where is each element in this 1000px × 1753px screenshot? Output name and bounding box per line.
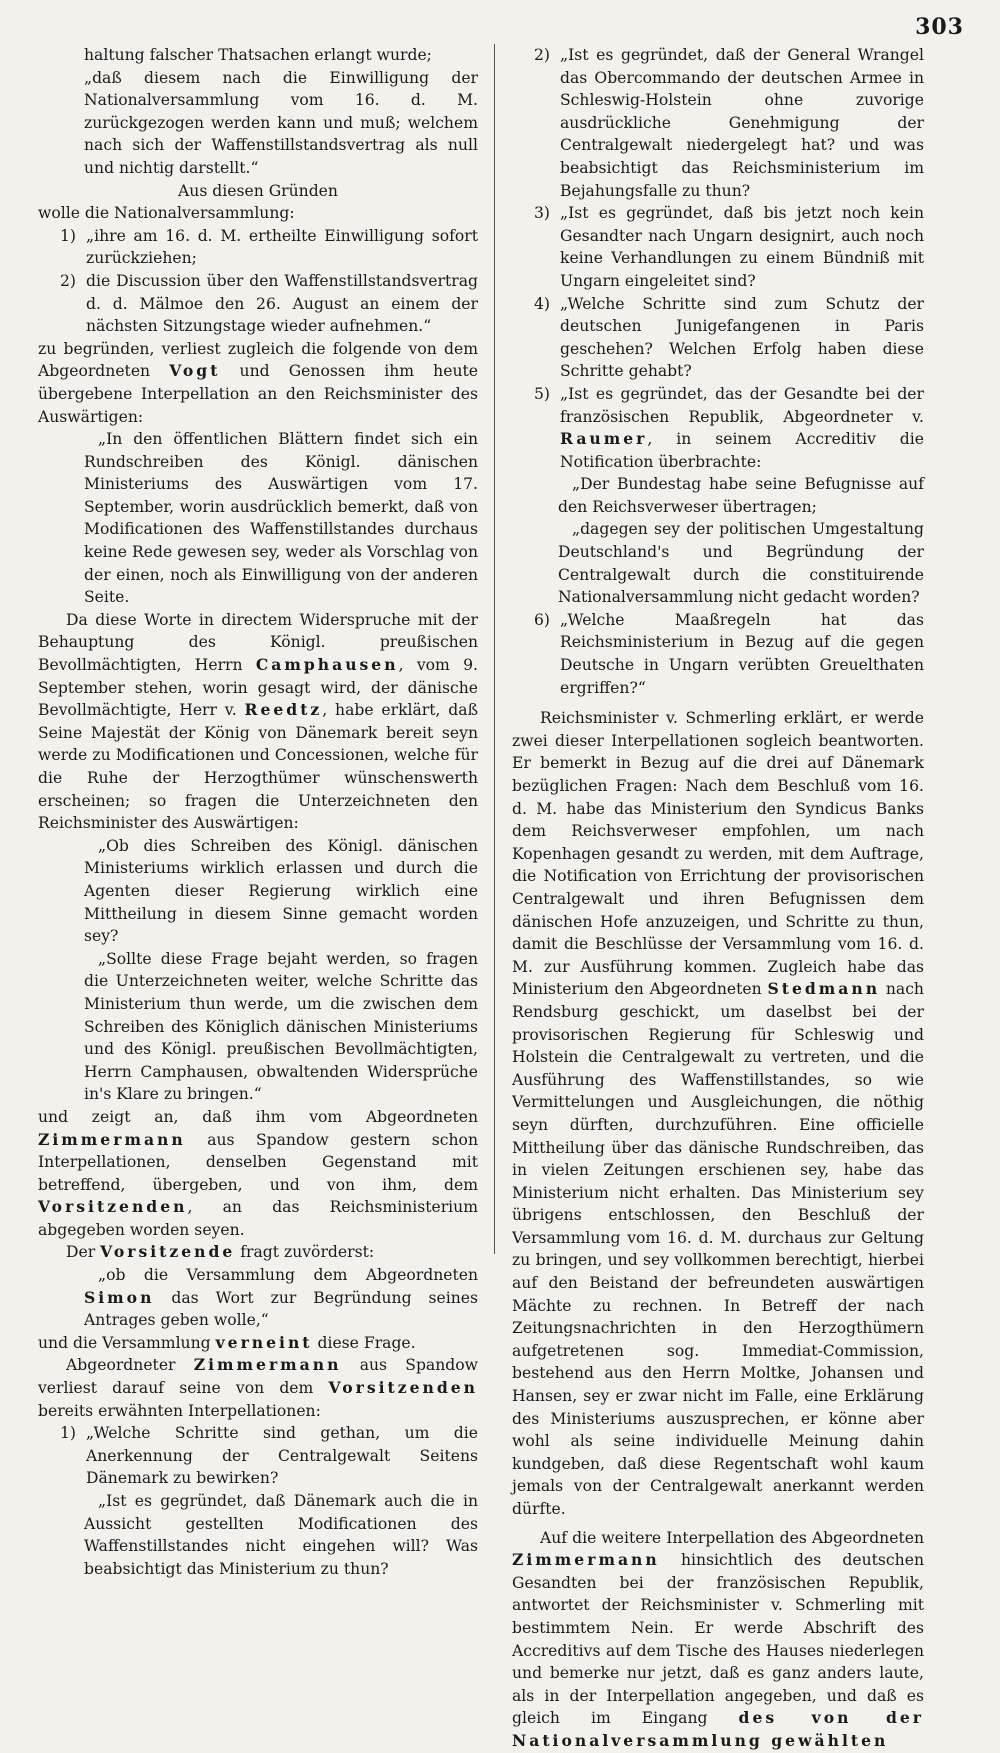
paragraph: [38, 609, 478, 835]
list-item: [512, 293, 924, 383]
text: bereits erwähnten Interpellationen:: [38, 1401, 321, 1420]
person-name: Zimmermann: [193, 1355, 342, 1375]
paragraph: [38, 1241, 478, 1264]
item-text: „Welche Schritte sind gethan, um die Anerkennung der Centralgewalt Seitens Dänemark zu bewirken?: [86, 1424, 478, 1488]
text: aus Spandow gestern schon Interpellationen, denselben Gegenstand mit betreffend, übergeben, und von ihm, dem: [38, 1130, 478, 1194]
person-name: Camphausen: [255, 655, 399, 675]
quote: „Sollte diese Frage bejaht werden, so fragen die Unterzeichneten weiter, welche Schritte das Ministerium thun werde, um die zwischen dem Schreiben des Königlich dänischen Ministeriums und des Königl. preußischen Bevollmächtigten, Herrn Camphausen, obwaltenden Widersprüche in's Klare zu bringen.“: [84, 949, 478, 1104]
item-number: 2): [60, 271, 77, 290]
paragraph: [38, 1106, 478, 1242]
emphasis: des von der Nationalversammlung gewählten: [512, 1708, 924, 1750]
item-number: 6): [534, 610, 551, 629]
paragraph: [38, 338, 478, 428]
text: und zeigt an, daß ihm vom Abgeordneten: [38, 1107, 478, 1126]
section-heading: Aus diesen Gründen: [178, 181, 338, 200]
text: und Genossen ihm heute übergebene Interpellation an den Reichsminister des Auswärtigen:: [38, 362, 478, 426]
text: Abgeordneter: [66, 1356, 176, 1375]
list-item: [38, 1422, 478, 1490]
item-number: 1): [60, 1424, 77, 1443]
text: nach Rendsburg geschickt, um daselbst bei der provisorischen Regierung für Schleswig und Holstein die Centralgewalt zu vertreten, und die Ausführung des Waffenstillstandes, so wie Vermittelungen und Ausgleichungen, die nöthig seyn dürften, durchzuführen. Eine officielle Mittheilung über das dänische Rundschreiben, das in vielen Zeitungen erschienen sey, habe das Ministerium nicht erhalten. Das Ministerium sey übrigens entschlossen, den Beschluß der Versammlung vom 16. d. M. durchaus zur Geltung zu bringen, und sey vollkommen berechtigt, hierbei auf den Beistand der befreundeten auswärtigen Mächte zu rechnen. In Betreff der nach Zeitungsnachrichten in den Herzogthümern aufgetretenen sog. Immediat-Commission, bestehend aus den Herrn Moltke, Johansen und Hansen, sey er zwar nicht im Falle, eine Erklärung des Ministeriums auszusprechen, er könne aber wohl als seine individuelle Meinung dahin kundgeben, daß diese Regentschaft wohl kaum jemals von der Centralgewalt anerkannt werden dürfte.: [512, 980, 924, 1518]
paragraph: „daß diesem nach die Einwilligung der Nationalversammlung vom 16. d. M. zurückgezogen werden kann und muß; welchem nach sich der Waffenstillstandsvertrag als null und nichtig darstellt.“: [84, 68, 478, 177]
paragraph: [38, 1354, 478, 1422]
item-text: „Ist es gegründet, daß bis jetzt noch kein Gesandter nach Ungarn designirt, auch noch keine Verhandlungen zu einem Bündniß mit Ungarn eingeleitet sind?: [560, 204, 924, 290]
text: zu begründen, verliest zugleich die folgende von dem Abgeordneten: [38, 339, 478, 381]
item-text: „Welche Maaßregeln hat das Reichsministerium in Bezug auf die gegen Deutsche in Ungarn verübten Greuelthaten ergriffen?“: [560, 610, 924, 697]
list-item: [512, 44, 924, 202]
person-name: Vorsitzende: [100, 1242, 236, 1262]
item-number: 4): [534, 294, 551, 313]
list-item: [512, 609, 924, 699]
item-text: „Ist es gegründet, daß der General Wrangel das Obercommando der deutschen Armee in Schleswig-Holstein ohne zuvorige ausdrückliche Genehmigung der Centralgewalt niedergelegt hat? und was beabsichtigt das Reichsministerium im Bejahungsfalle zu thun?: [560, 46, 924, 200]
right-column: [512, 44, 924, 1753]
list-item: [38, 270, 478, 338]
page-number: 303: [915, 14, 964, 40]
person-name: Vorsitzenden: [38, 1197, 188, 1217]
person-name: Zimmermann: [38, 1129, 186, 1149]
quote: [38, 1264, 478, 1332]
item-number: 3): [534, 204, 551, 223]
quote: „In den öffentlichen Blättern findet sich ein Rundschreiben des Königl. dänischen Ministeriums des Auswärtigen vom 17. September, worin ausdrücklich bemerkt, daß von Modificationen des Waffenstillstandes durchaus keine Rede gewesen sey, weder als Vorschlag von der einen, noch als Einwilligung von der anderen Seite.: [84, 430, 478, 607]
left-column: [38, 44, 478, 1580]
paragraph: [512, 707, 924, 1520]
quote: „dagegen sey der politischen Umgestaltung Deutschland's und Begründung der Centralgewalt durch die constituirende Nationalversammlung nicht gedacht worden?: [558, 520, 924, 607]
item-number: 5): [534, 384, 551, 403]
paragraph: [38, 1332, 478, 1355]
person-name: Raumer: [560, 429, 648, 449]
text: , in seinem Accreditiv die Notification überbrachte:: [560, 430, 924, 471]
text: , vom 9. September stehen, worin gesagt wird, der dänische Bevollmächtigte, Herr v.: [38, 656, 478, 720]
quote: „Ob dies Schreiben des Königl. dänischen Ministeriums wirklich erlassen und durch die Agenten dieser Regierung wirklich eine Mittheilung in diesem Sinne gemacht worden sey?: [84, 836, 478, 946]
emphasis: verneint: [215, 1332, 313, 1352]
list-item: [38, 225, 478, 270]
text: Der: [66, 1243, 96, 1262]
text: und die Versammlung: [38, 1333, 211, 1352]
text: „Ist es gegründet, das der Gesandte bei der französischen Republik, Abgeordneter v.: [560, 384, 924, 426]
item-text: „Welche Schritte sind zum Schutz der deutschen Junigefangenen in Paris geschehen? Welchen Erfolg haben diese Schritte gehabt?: [560, 294, 924, 381]
text: Da diese Worte in directem Widerspruche mit der Behauptung des Königl. preußischen Bevollmächtigten, Herrn: [38, 610, 478, 675]
person-name: Vorsitzenden: [328, 1378, 478, 1398]
person-name: Simon: [84, 1287, 155, 1307]
text: hinsichtlich des deutschen Gesandten bei der französischen Republik, antwortet der Reichsminister v. Schmerling mit bestimmtem Nein. Er werde Abschrift des Accreditivs auf dem Tische des Hauses niederlegen und bemerke nur jetzt, daß es ganz anders laute, als in der Interpellation angegeben, und daß es gleich im Eingang: [512, 1551, 924, 1728]
text: Auf die weitere Interpellation des Abgeordneten: [540, 1528, 924, 1547]
quote: „Ist es gegründet, daß Dänemark auch die in Aussicht gestellten Modificationen des Waffenstillstandes nicht eingehen will? Was beabsichtigt das Ministerium zu thun?: [84, 1492, 478, 1578]
text: , an das Reichsministerium abgegeben worden seyen.: [38, 1198, 478, 1239]
item-text: „ihre am 16. d. M. ertheilte Einwilligung sofort zurückziehen;: [86, 226, 478, 268]
paragraph: wolle die Nationalversammlung:: [38, 204, 295, 223]
person-name: Vogt: [169, 361, 221, 381]
item-number: 2): [534, 46, 551, 64]
person-name: Stedmann: [767, 979, 881, 999]
list-item: [512, 202, 924, 292]
column-divider: [494, 44, 495, 1254]
paragraph: [512, 1527, 924, 1753]
paragraph: haltung falscher Thatsachen erlangt wurde;: [84, 46, 432, 64]
text: aus Spandow verliest darauf seine von dem: [38, 1356, 478, 1398]
list-item: [512, 383, 924, 473]
item-text: die Discussion über den Waffenstillstandsvertrag d. d. Mälmoe den 26. August an einem der nächsten Sitzungstage wieder aufnehmen.“: [86, 271, 478, 336]
text: , habe erklärt, daß Seine Majestät der König von Dänemark bereit seyn werde zu Modificationen und Concessionen, welche für die Ruhe der Herzogthümer wünschenswerth erscheinen; so fragen die Unterzeichneten den Reichsminister des Auswärtigen:: [38, 701, 478, 833]
text: das Wort zur Begründung seines Antrages geben wolle,“: [84, 1288, 478, 1330]
item-number: 1): [60, 226, 77, 245]
text: fragt zuvörderst:: [240, 1243, 375, 1262]
quote: „Der Bundestag habe seine Befugnisse auf den Reichsverweser übertragen;: [558, 475, 924, 516]
text: diese Frage.: [317, 1333, 416, 1352]
text: Reichsminister v. Schmerling erklärt, er werde zwei dieser Interpellationen sogleich beantworten. Er bemerkt in Bezug auf die drei auf Dänemark bezüglichen Fragen: Nach dem Beschluß vom 16. d. M. habe das Ministerium den Syndicus Banks dem Reichsverweser empfohlen, um nach Kopenhagen gesandt zu werden, mit dem Auftrage, die Notification von Errichtung der provisorischen Centralgewalt und ihren Befugnissen dem dänischen Hofe anzuzeigen, und Schritte zu thun, damit die Beschlüsse der Versammlung vom 16. d. M. zur Ausführung kommen. Zugleich habe das Ministerium den Abgeordneten: [512, 709, 924, 999]
person-name: Reedtz: [244, 700, 323, 720]
person-name: Zimmermann: [512, 1550, 660, 1570]
item-text: [560, 383, 924, 473]
text: „ob die Versammlung dem Abgeordneten: [98, 1266, 478, 1285]
